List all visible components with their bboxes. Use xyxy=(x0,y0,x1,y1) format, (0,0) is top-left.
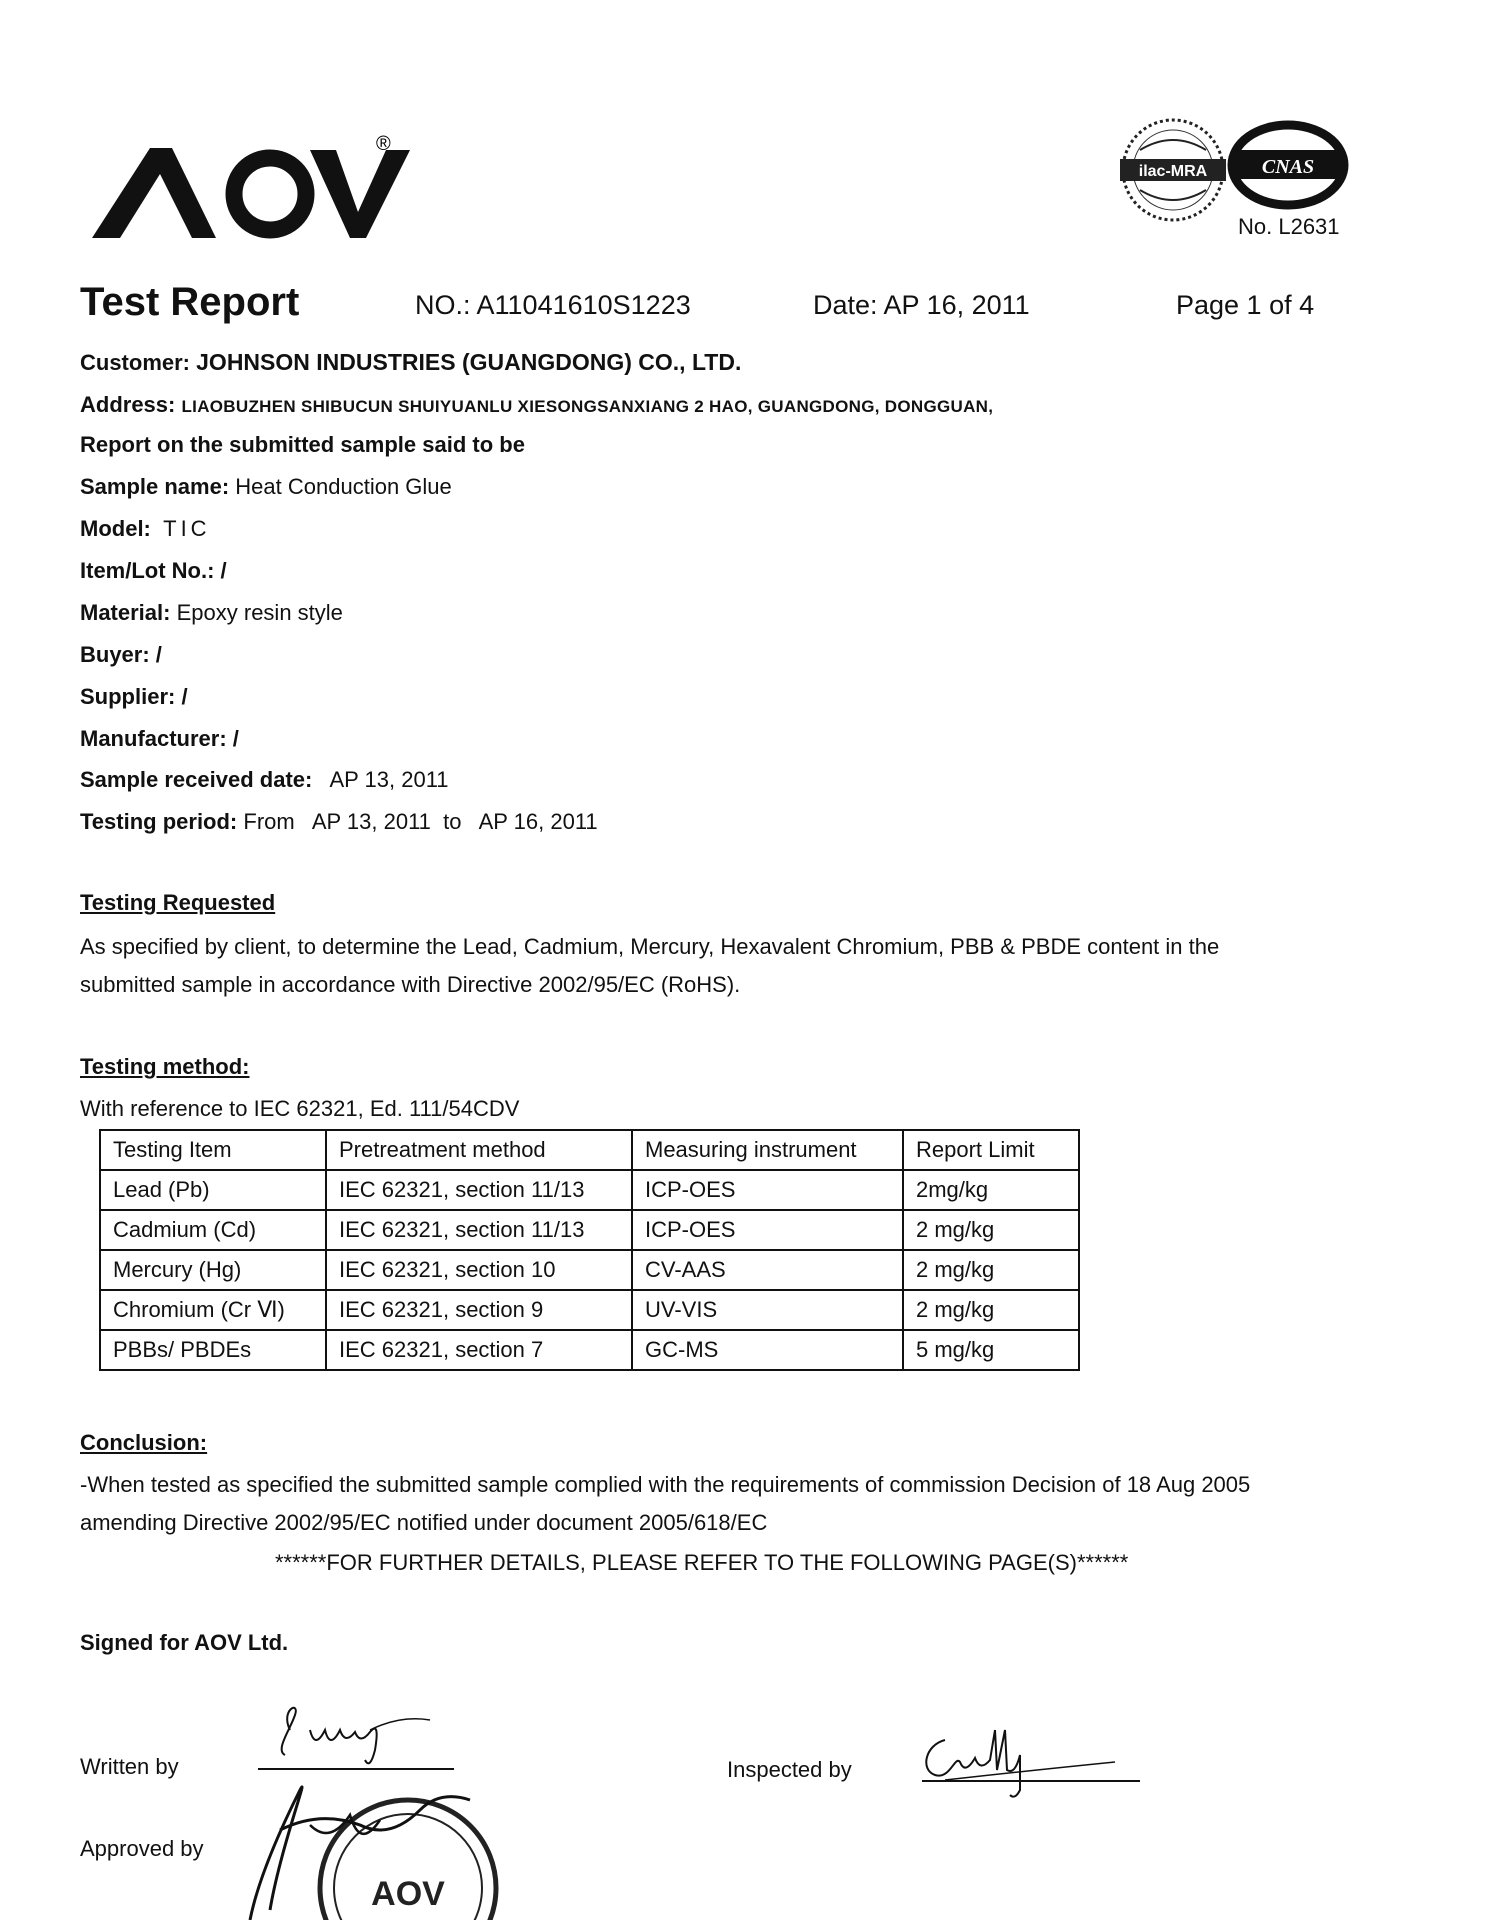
table-cell: ICP-OES xyxy=(632,1210,903,1250)
column-header: Pretreatment method xyxy=(326,1130,632,1170)
table-cell: 2mg/kg xyxy=(903,1170,1079,1210)
report-header-row xyxy=(80,280,1420,330)
table-cell: 2 mg/kg xyxy=(903,1290,1079,1330)
testing-requested-text: As specified by client, to determine the Lead, Cadmium, Mercury, Hexavalent Chromium, PBB & PBDE content in the submitted sample in accordance with Directive 2002/95/EC (RoHS). xyxy=(80,934,1220,997)
table-cell: 2 mg/kg xyxy=(903,1250,1079,1290)
table-cell: Cadmium (Cd) xyxy=(100,1210,326,1250)
conclusion-title: Conclusion: xyxy=(80,1430,208,1455)
svg-text:CNAS: CNAS xyxy=(1261,156,1315,178)
testing-method-title: Testing method: xyxy=(80,1054,250,1079)
method-reference: With reference to IEC 62321, Ed. 111/54CDV xyxy=(80,1096,520,1121)
address-value: LIAOBUZHEN SHIBUCUN SHUIYUANLU XIESONGSANXIANG 2 HAO, GUANGDONG, DONGGUAN, xyxy=(181,397,994,416)
report-on-line: Report on the submitted sample said to be xyxy=(80,432,525,457)
table-row xyxy=(100,1330,1079,1370)
table-cell: IEC 62321, section 10 xyxy=(326,1250,632,1290)
buyer-field: Buyer: / xyxy=(80,642,162,667)
signed-for: Signed for AOV Ltd. xyxy=(80,1630,289,1655)
column-header: Report Limit xyxy=(903,1130,1079,1170)
item-lot-field: Item/Lot No.: / xyxy=(80,558,227,583)
column-header: Testing Item xyxy=(100,1130,326,1170)
written-by-signature xyxy=(270,1670,470,1770)
table-cell: ICP-OES xyxy=(632,1170,903,1210)
table-cell: CV-AAS xyxy=(632,1250,903,1290)
table-row xyxy=(100,1250,1079,1290)
table-cell: 5 mg/kg xyxy=(903,1330,1079,1370)
inspected-by-signature xyxy=(915,1700,1115,1800)
registered-mark: ® xyxy=(376,133,391,155)
column-header: Measuring instrument xyxy=(632,1130,903,1170)
ilac-mra-seal xyxy=(1120,120,1226,220)
table-header-row xyxy=(100,1130,1079,1170)
report-title: Test Report xyxy=(80,280,300,324)
logo-letter-a xyxy=(92,148,216,238)
table-cell: IEC 62321, section 7 xyxy=(326,1330,632,1370)
svg-text:ilac-MRA: ilac-MRA xyxy=(1138,163,1208,180)
manufacturer-field: Manufacturer: / xyxy=(80,726,239,751)
table-cell: IEC 62321, section 11/13 xyxy=(326,1170,632,1210)
logo-letter-v xyxy=(310,150,410,238)
material-field: Material: Epoxy resin style xyxy=(80,600,343,625)
received-date-field: Sample received date: AP 13, 2011 xyxy=(80,767,449,792)
table-cell: PBBs/ PBDEs xyxy=(100,1330,326,1370)
table-cell: GC-MS xyxy=(632,1330,903,1370)
testing-requested-title: Testing Requested xyxy=(80,890,276,915)
table-cell: IEC 62321, section 9 xyxy=(326,1290,632,1330)
customer-value: JOHNSON INDUSTRIES (GUANGDONG) CO., LTD. xyxy=(196,349,742,375)
table-cell: UV-VIS xyxy=(632,1290,903,1330)
table-cell: 2 mg/kg xyxy=(903,1210,1079,1250)
logo-letter-o xyxy=(234,158,306,230)
aov-logo xyxy=(92,130,412,240)
table-cell: Chromium (Cr Ⅵ) xyxy=(100,1290,326,1330)
accreditation-number: No. L2631 xyxy=(1238,214,1340,239)
table-cell: Mercury (Hg) xyxy=(100,1250,326,1290)
table-row xyxy=(100,1290,1079,1330)
customer-field: Customer: JOHNSON INDUSTRIES (GUANGDONG) CO., LTD. xyxy=(80,349,742,375)
inspected-by-label: Inspected by xyxy=(727,1757,852,1782)
testing-method-table xyxy=(99,1129,1080,1371)
sample-name-field: Sample name: Heat Conduction Glue xyxy=(80,474,452,499)
approval-stamp-and-signature xyxy=(240,1770,530,1920)
supplier-field: Supplier: / xyxy=(80,684,188,709)
report-date: Date: AP 16, 2011 xyxy=(813,290,1030,320)
report-number: NO.: A11041610S1223 xyxy=(415,290,691,320)
table-row xyxy=(100,1170,1079,1210)
page-indicator: Page 1 of 4 xyxy=(1176,290,1315,320)
table-row xyxy=(100,1210,1079,1250)
table-cell: IEC 62321, section 11/13 xyxy=(326,1210,632,1250)
model-field: Model: TIC xyxy=(80,516,211,541)
table-cell: Lead (Pb) xyxy=(100,1170,326,1210)
testing-period-field: Testing period: From AP 13, 2011 to AP 16, 2011 xyxy=(80,809,598,834)
stamp-logo: AOV xyxy=(371,1875,445,1913)
address-field: Address: LIAOBUZHEN SHIBUCUN SHUIYUANLU XIESONGSANXIANG 2 HAO, GUANGDONG, DONGGUAN, xyxy=(80,392,994,417)
further-details-note: ******FOR FURTHER DETAILS, PLEASE REFER TO THE FOLLOWING PAGE(S)****** xyxy=(275,1550,1129,1575)
conclusion-text: -When tested as specified the submitted sample complied with the requirements of commission Decision of 18 Aug 2005 amending Directive 2002/95/EC notified under document 2005/618/EC xyxy=(80,1472,1251,1535)
approved-by-label: Approved by xyxy=(80,1836,204,1861)
cnas-seal xyxy=(1232,125,1344,205)
written-by-label: Written by xyxy=(80,1754,179,1779)
